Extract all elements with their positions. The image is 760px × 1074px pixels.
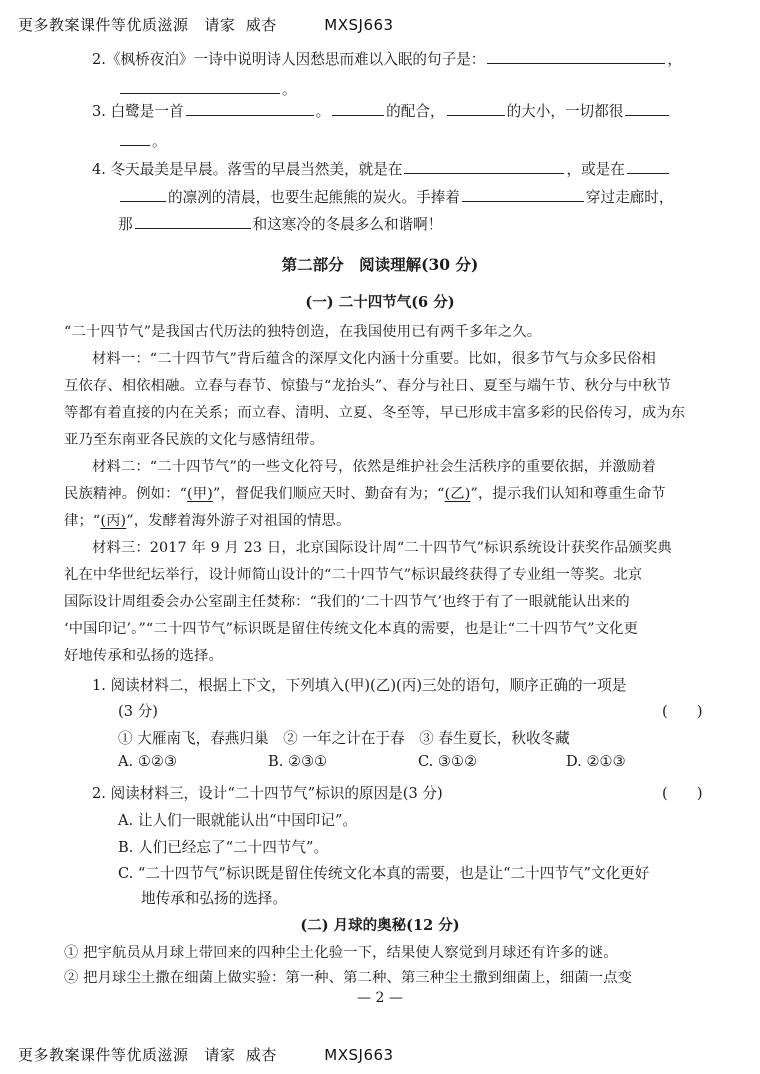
material-3-line: ‘中国印记’。”“二十四节气”标识既是留住传统文化本真的需要，也是让“二十四节气”文化更	[64, 621, 639, 637]
part-2-title: 第二部分 阅读理解(30 分)	[281, 255, 479, 274]
footer-left-text: 更多教案课件等优质滋源	[18, 1046, 189, 1064]
punctuation: ，	[667, 51, 682, 68]
footer-middle-text: 请家 威杏	[204, 1046, 277, 1064]
option-a[interactable]: A. ①②③	[118, 753, 178, 770]
text-segment: ”，提示我们认知和尊重生命节	[470, 486, 666, 502]
question-4	[92, 158, 671, 179]
material-1-line: 亚乃至东南亚各民族的文化与感情纽带。	[64, 432, 325, 448]
answer-blank[interactable]	[186, 101, 314, 116]
question-3	[92, 100, 671, 121]
question-2	[92, 48, 682, 69]
material-1-line: 等都有着直接的内在关系；而立春、清明、立夏、冬至等，早已形成丰富多彩的民俗传习，成为东	[64, 405, 686, 421]
question-text: 的大小，一切都很	[506, 103, 624, 120]
reading-question-1-items: ① 大雁南飞，春燕归巢 ② 一年之计在于春 ③ 春生夏长，秋收冬藏	[118, 730, 570, 747]
page-number: — 2 —	[357, 990, 403, 1006]
question-text: 《枫桥夜泊》一诗中说明诗人因愁思而难以入眠的句子是：	[105, 51, 486, 68]
reading-question-2-stem: 2. 阅读材料三，设计“二十四节气”标识的原因是(3 分)	[92, 785, 443, 802]
blank-bing: (丙)	[100, 513, 127, 529]
material-1-line: 互依存、相依相融。立春与春节、惊蛰与“龙抬头”、春分与社日、夏至与端午节、秋分与中秋节	[64, 378, 672, 394]
text-segment: ”，督促我们顺应天时、勤奋有为；“	[212, 486, 445, 502]
material-3-line: 国际设计周组委会办公室副主任焚称：“我们的‘二十四节气’也终于有了一眼就能认出来的	[64, 594, 630, 610]
option-d[interactable]: D. ②①③	[566, 753, 626, 770]
answer-blank[interactable]	[487, 49, 665, 64]
question-text: 穿过走廊时，	[585, 189, 674, 206]
blank-jia: (甲)	[187, 486, 213, 502]
header-middle-text: 请家 威杏	[204, 16, 277, 34]
blank-yi: (乙)	[444, 486, 471, 502]
question-text: 。	[315, 103, 331, 120]
question-text: 冬天最美是早晨。落雪的早晨当然美，就是在	[110, 161, 403, 178]
text-segment: 民族精神。例如：“	[64, 486, 188, 502]
punctuation: 。	[152, 133, 167, 150]
section-2-title: (二) 月球的奥秘(12 分)	[300, 917, 460, 934]
page-header	[18, 14, 394, 35]
material-3-line: 礼在中华世纪坛举行，设计师简山设计的“二十四节气”标识最终获得了专业组一等奖。北京	[64, 567, 643, 583]
punctuation: 。	[282, 81, 297, 98]
material-3-line: 材料三：2017 年 9 月 23 日，北京国际设计周“二十四节气”标识系统设计获奖作品颁奖典	[92, 540, 672, 556]
option-b[interactable]: B. 人们已经忘了“二十四节气”。	[118, 839, 329, 856]
question-2-continued	[118, 78, 297, 99]
answer-blank[interactable]	[120, 79, 280, 94]
option-a[interactable]: A. 让人们一眼就能认出“中国印记”。	[118, 812, 358, 829]
question-number: 3.	[92, 103, 106, 120]
reading-question-1-score: (3 分)	[118, 703, 158, 720]
answer-blank[interactable]	[627, 159, 669, 174]
answer-blank[interactable]	[135, 214, 251, 229]
section-1-intro: “二十四节气”是我国古代历法的独特创造，在我国使用已有两千多年之久。	[64, 324, 542, 340]
header-left-text: 更多教案课件等优质滋源	[18, 16, 189, 34]
material-2-line	[64, 483, 666, 503]
page-footer	[18, 1044, 394, 1065]
question-text: 和这寒冷的冬晨多么和谐啊！	[252, 216, 443, 233]
material-1-line: 材料一：“二十四节气”背后蕴含的深厚文化内涵十分重要。比如，很多节气与众多民俗相	[92, 351, 656, 367]
question-4-line-2	[118, 186, 673, 207]
footer-code: MXSJ663	[324, 1046, 394, 1064]
question-number: 4.	[92, 161, 106, 178]
section-1-title: (一) 二十四节气(6 分)	[305, 294, 455, 311]
question-number: 2.	[92, 51, 106, 68]
question-3-continued	[118, 130, 167, 151]
reading-question-1-stem: 1. 阅读材料二，根据上下文，下列填入(甲)(乙)(丙)三处的语句，顺序正确的一项是	[92, 677, 627, 694]
question-text: ，或是在	[566, 161, 625, 178]
answer-blank[interactable]	[120, 187, 166, 202]
answer-blank[interactable]	[404, 159, 564, 174]
answer-parentheses[interactable]: ( )	[662, 703, 703, 720]
option-c-continued: 地传承和弘扬的选择。	[141, 890, 287, 907]
answer-blank[interactable]	[625, 101, 669, 116]
answer-blank[interactable]	[447, 101, 505, 116]
question-text: 的凛冽的清晨，也要生起熊熊的炭火。手捧着	[168, 189, 460, 206]
question-text: 白鹭是一首	[110, 103, 184, 120]
text-segment: ”，发酵着海外游子对祖国的情思。	[126, 513, 351, 529]
answer-blank[interactable]	[120, 131, 150, 146]
answer-blank[interactable]	[332, 101, 384, 116]
question-4-line-3	[118, 213, 442, 234]
question-text: 那	[118, 216, 133, 233]
answer-parentheses[interactable]: ( )	[662, 785, 703, 802]
option-c[interactable]: C. ③①②	[418, 753, 478, 770]
answer-blank[interactable]	[462, 187, 584, 202]
header-code: MXSJ663	[324, 16, 394, 34]
material-3-line: 好地传承和弘扬的选择。	[64, 648, 223, 664]
material-2-line: 材料二：“二十四节气”的一些文化符号，依然是维护社会生活秩序的重要依据，并激励着	[92, 459, 656, 475]
option-b[interactable]: B. ②③①	[268, 753, 328, 770]
material-2-line	[64, 510, 350, 530]
question-text: 的配合，	[386, 103, 445, 120]
option-c[interactable]: C. “二十四节气”标识既是留住传统文化本真的需要，也是让“二十四节气”文化更好	[118, 865, 650, 882]
section-2-paragraph-2: ② 把月球尘土撒在细菌上做实验：第一种、第二种、第三种尘土撒到细菌上，细菌一点变	[64, 970, 633, 986]
text-segment: 律；“	[64, 513, 101, 529]
section-2-paragraph-1: ① 把宇航员从月球上带回来的四种尘土化验一下，结果使人察觉到月球还有许多的谜。	[64, 945, 618, 961]
